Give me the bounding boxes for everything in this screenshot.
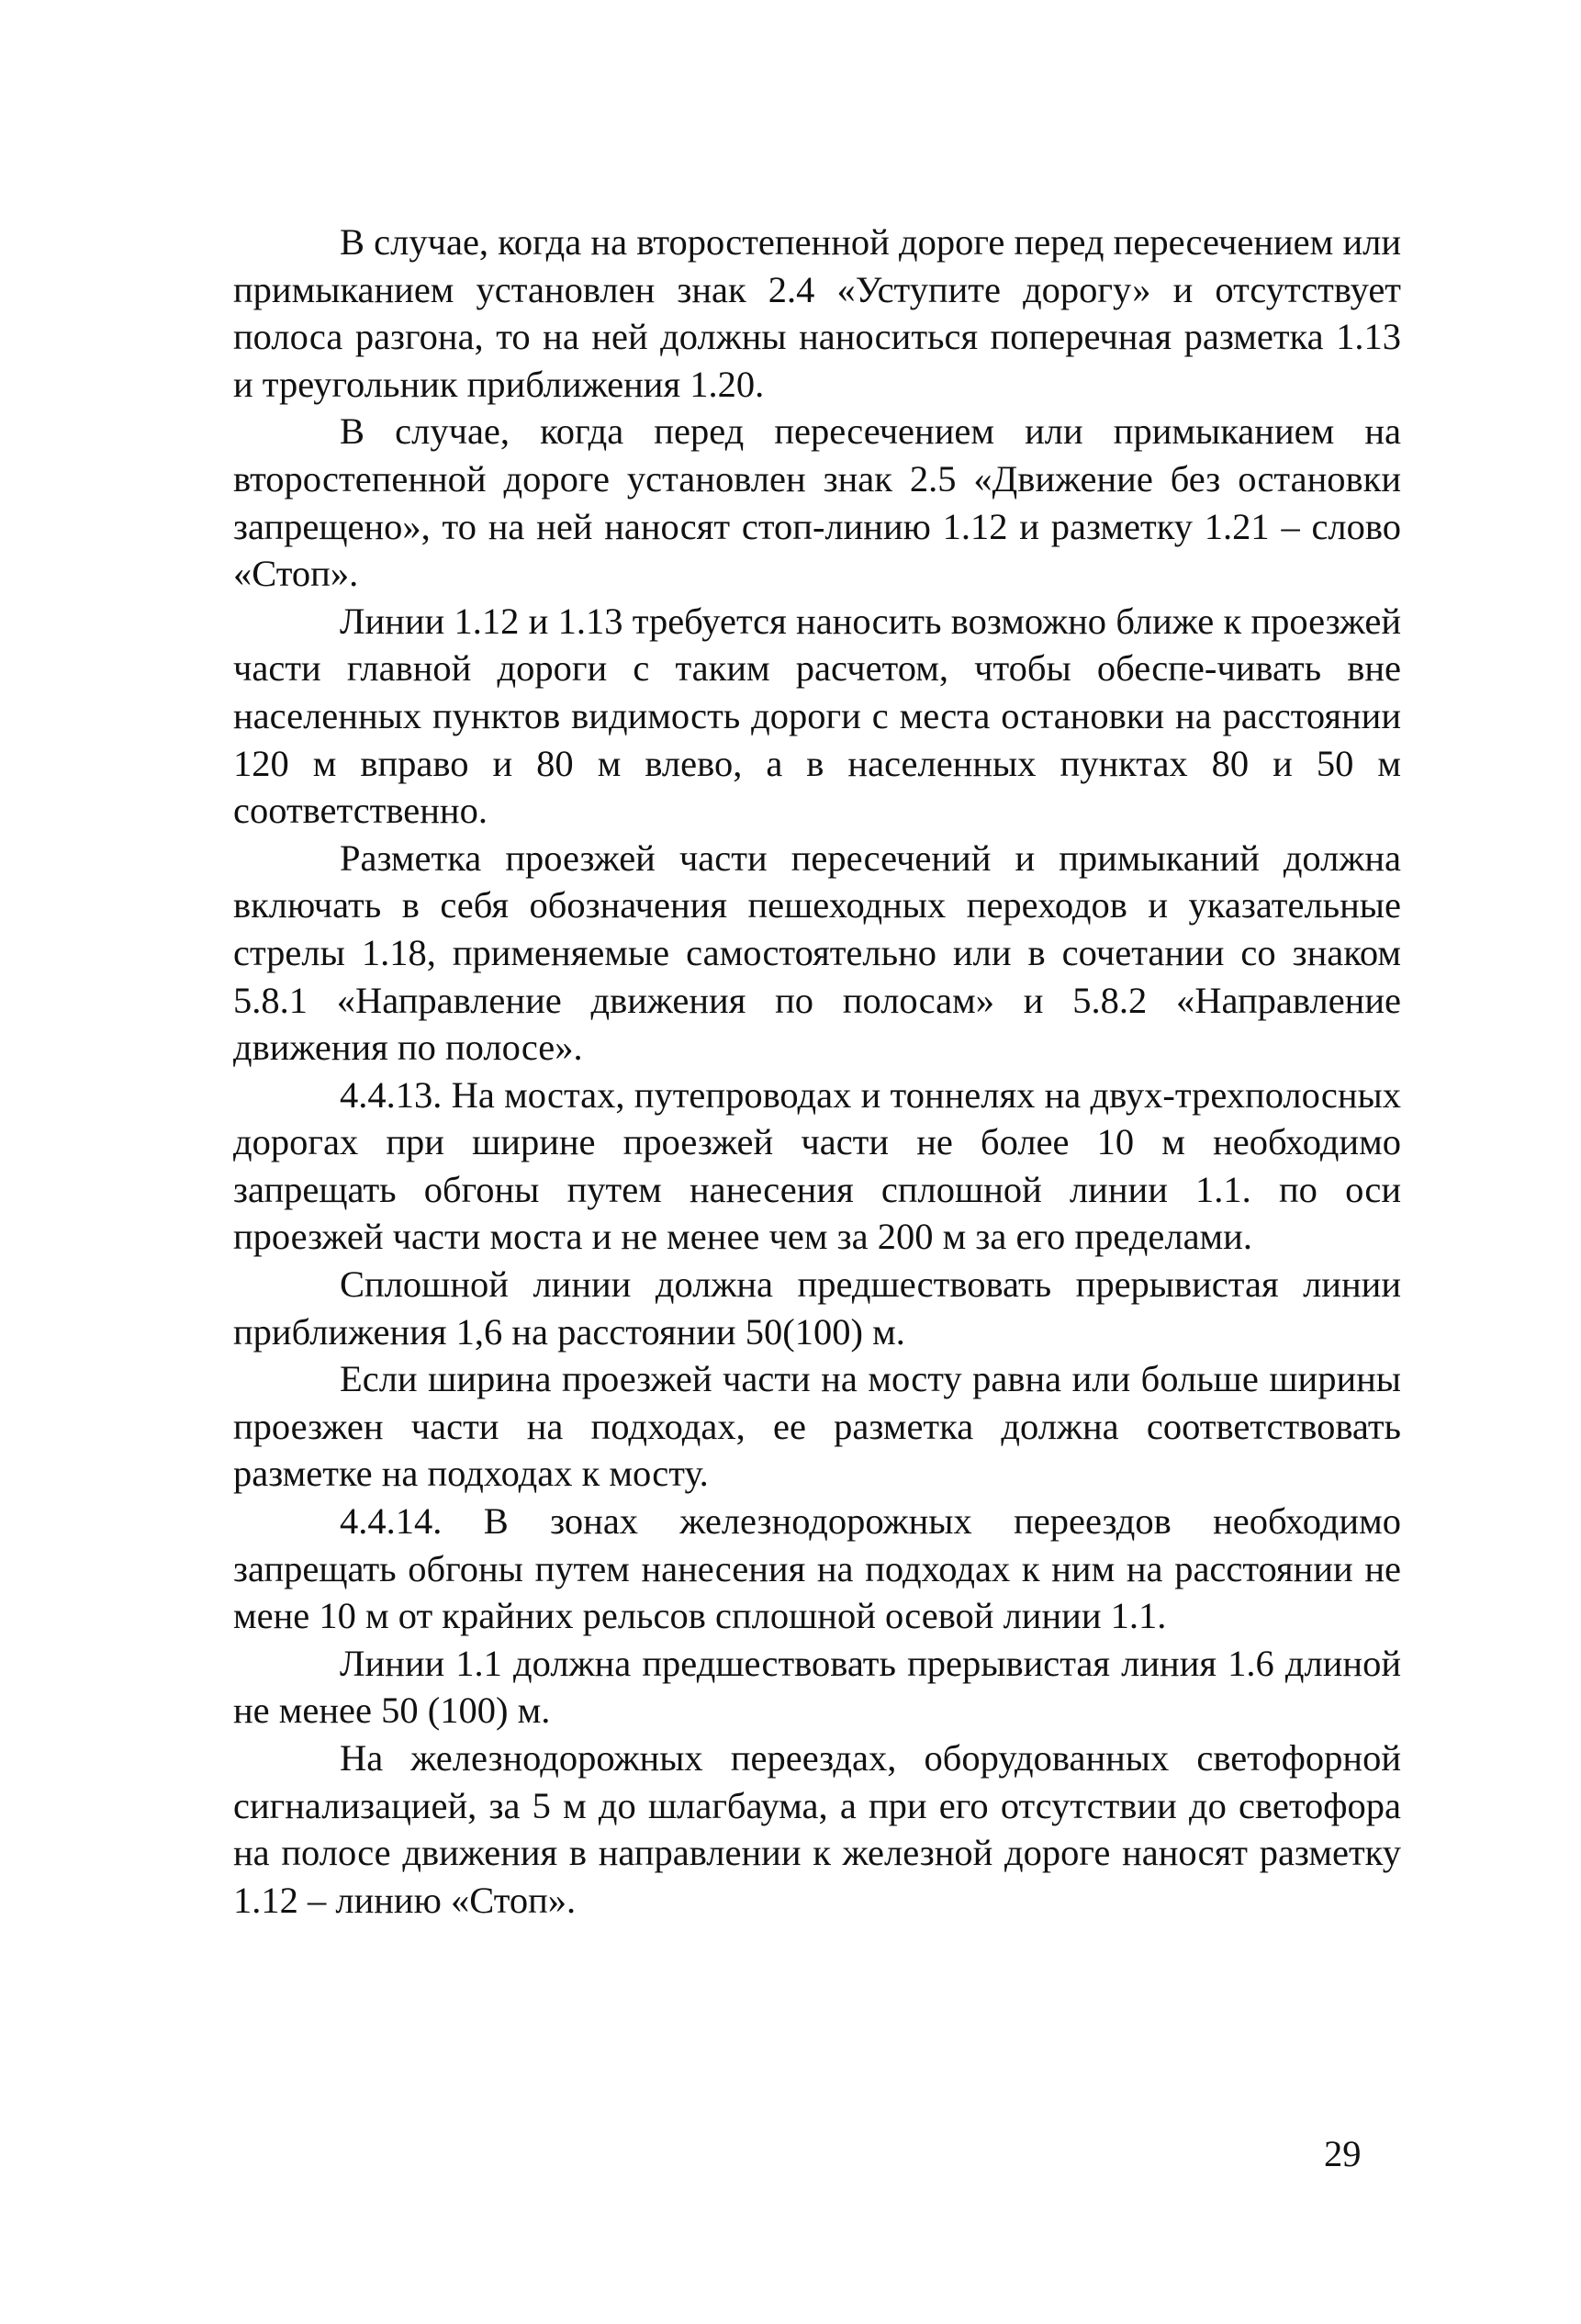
page-number: 29 (1324, 2133, 1362, 2174)
paragraph-3: Линии 1.12 и 1.13 требуется наносить возможно ближе к проезжей части главной дороги с таким расчетом, чтобы обеспе-чивать вне населенных пунктов видимость дороги с места остановки на расстоянии 120 м вправо и 80 м влево, а в населенных пунктах 80 и 50 м соответственно. (233, 600, 1401, 832)
paragraph-9: Линии 1.1 должна предшествовать прерывистая линия 1.6 длиной не менее 50 (100) м. (233, 1642, 1401, 1732)
paragraph-4-4-14: 4.4.14. В зонах железнодорожных переездов необходимо запрещать обгоны путем нанесения на подходах к ним на расстоянии не мене 10 м от крайних рельсов сплошной осевой линии 1.1. (233, 1500, 1401, 1637)
paragraph-6: Сплошной линии должна предшествовать прерывистая линии приближения 1,6 на расстоянии 50(100) м. (233, 1263, 1401, 1353)
paragraph-7: Если ширина проезжей части на мосту равна или больше ширины проезжен части на подходах, ее разметка должна соответствовать разметке на подходах к мосту. (233, 1358, 1401, 1495)
paragraph-4: Разметка проезжей части пересечений и примыканий должна включать в себя обозначения пешеходных переходов и указательные стрелы 1.18, применяемые самостоятельно или в сочетании со знаком 5.8.1 «Направление движения по полосам» и 5.8.2 «Направление движения по полосе». (233, 836, 1401, 1069)
body-text (233, 219, 1401, 1924)
paragraph-1: В случае, когда на второстепенной дороге перед пересечением или примыканием установлен знак 2.4 «Уступите дорогу» и отсутствует полоса разгона, то на ней должны наноситься поперечная разметка 1.13 и треугольник приближения 1.20. (233, 221, 1401, 405)
paragraph-10: На железнодорожных переездах, оборудованных светофорной сигнализацией, за 5 м до шлагбаума, а при его отсутствии до светофора на полосе движения в направлении к железной дороге наносят разметку 1.12 – линию «Стоп». (233, 1737, 1401, 1921)
paragraph-4-4-13: 4.4.13. На мостах, путепроводах и тоннелях на двух-трехполосных дорогах при ширине проезжей части не более 10 м необходимо запрещать обгоны путем нанесения сплошной линии 1.1. по оси проезжей части моста и не менее чем за 200 м за его пределами. (233, 1073, 1401, 1258)
paragraph-2: В случае, когда перед пересечением или примыканием на второстепенной дороге установлен знак 2.5 «Движение без остановки запрещено», то на ней наносят стоп-линию 1.12 и разметку 1.21 – слово «Стоп». (233, 410, 1401, 595)
